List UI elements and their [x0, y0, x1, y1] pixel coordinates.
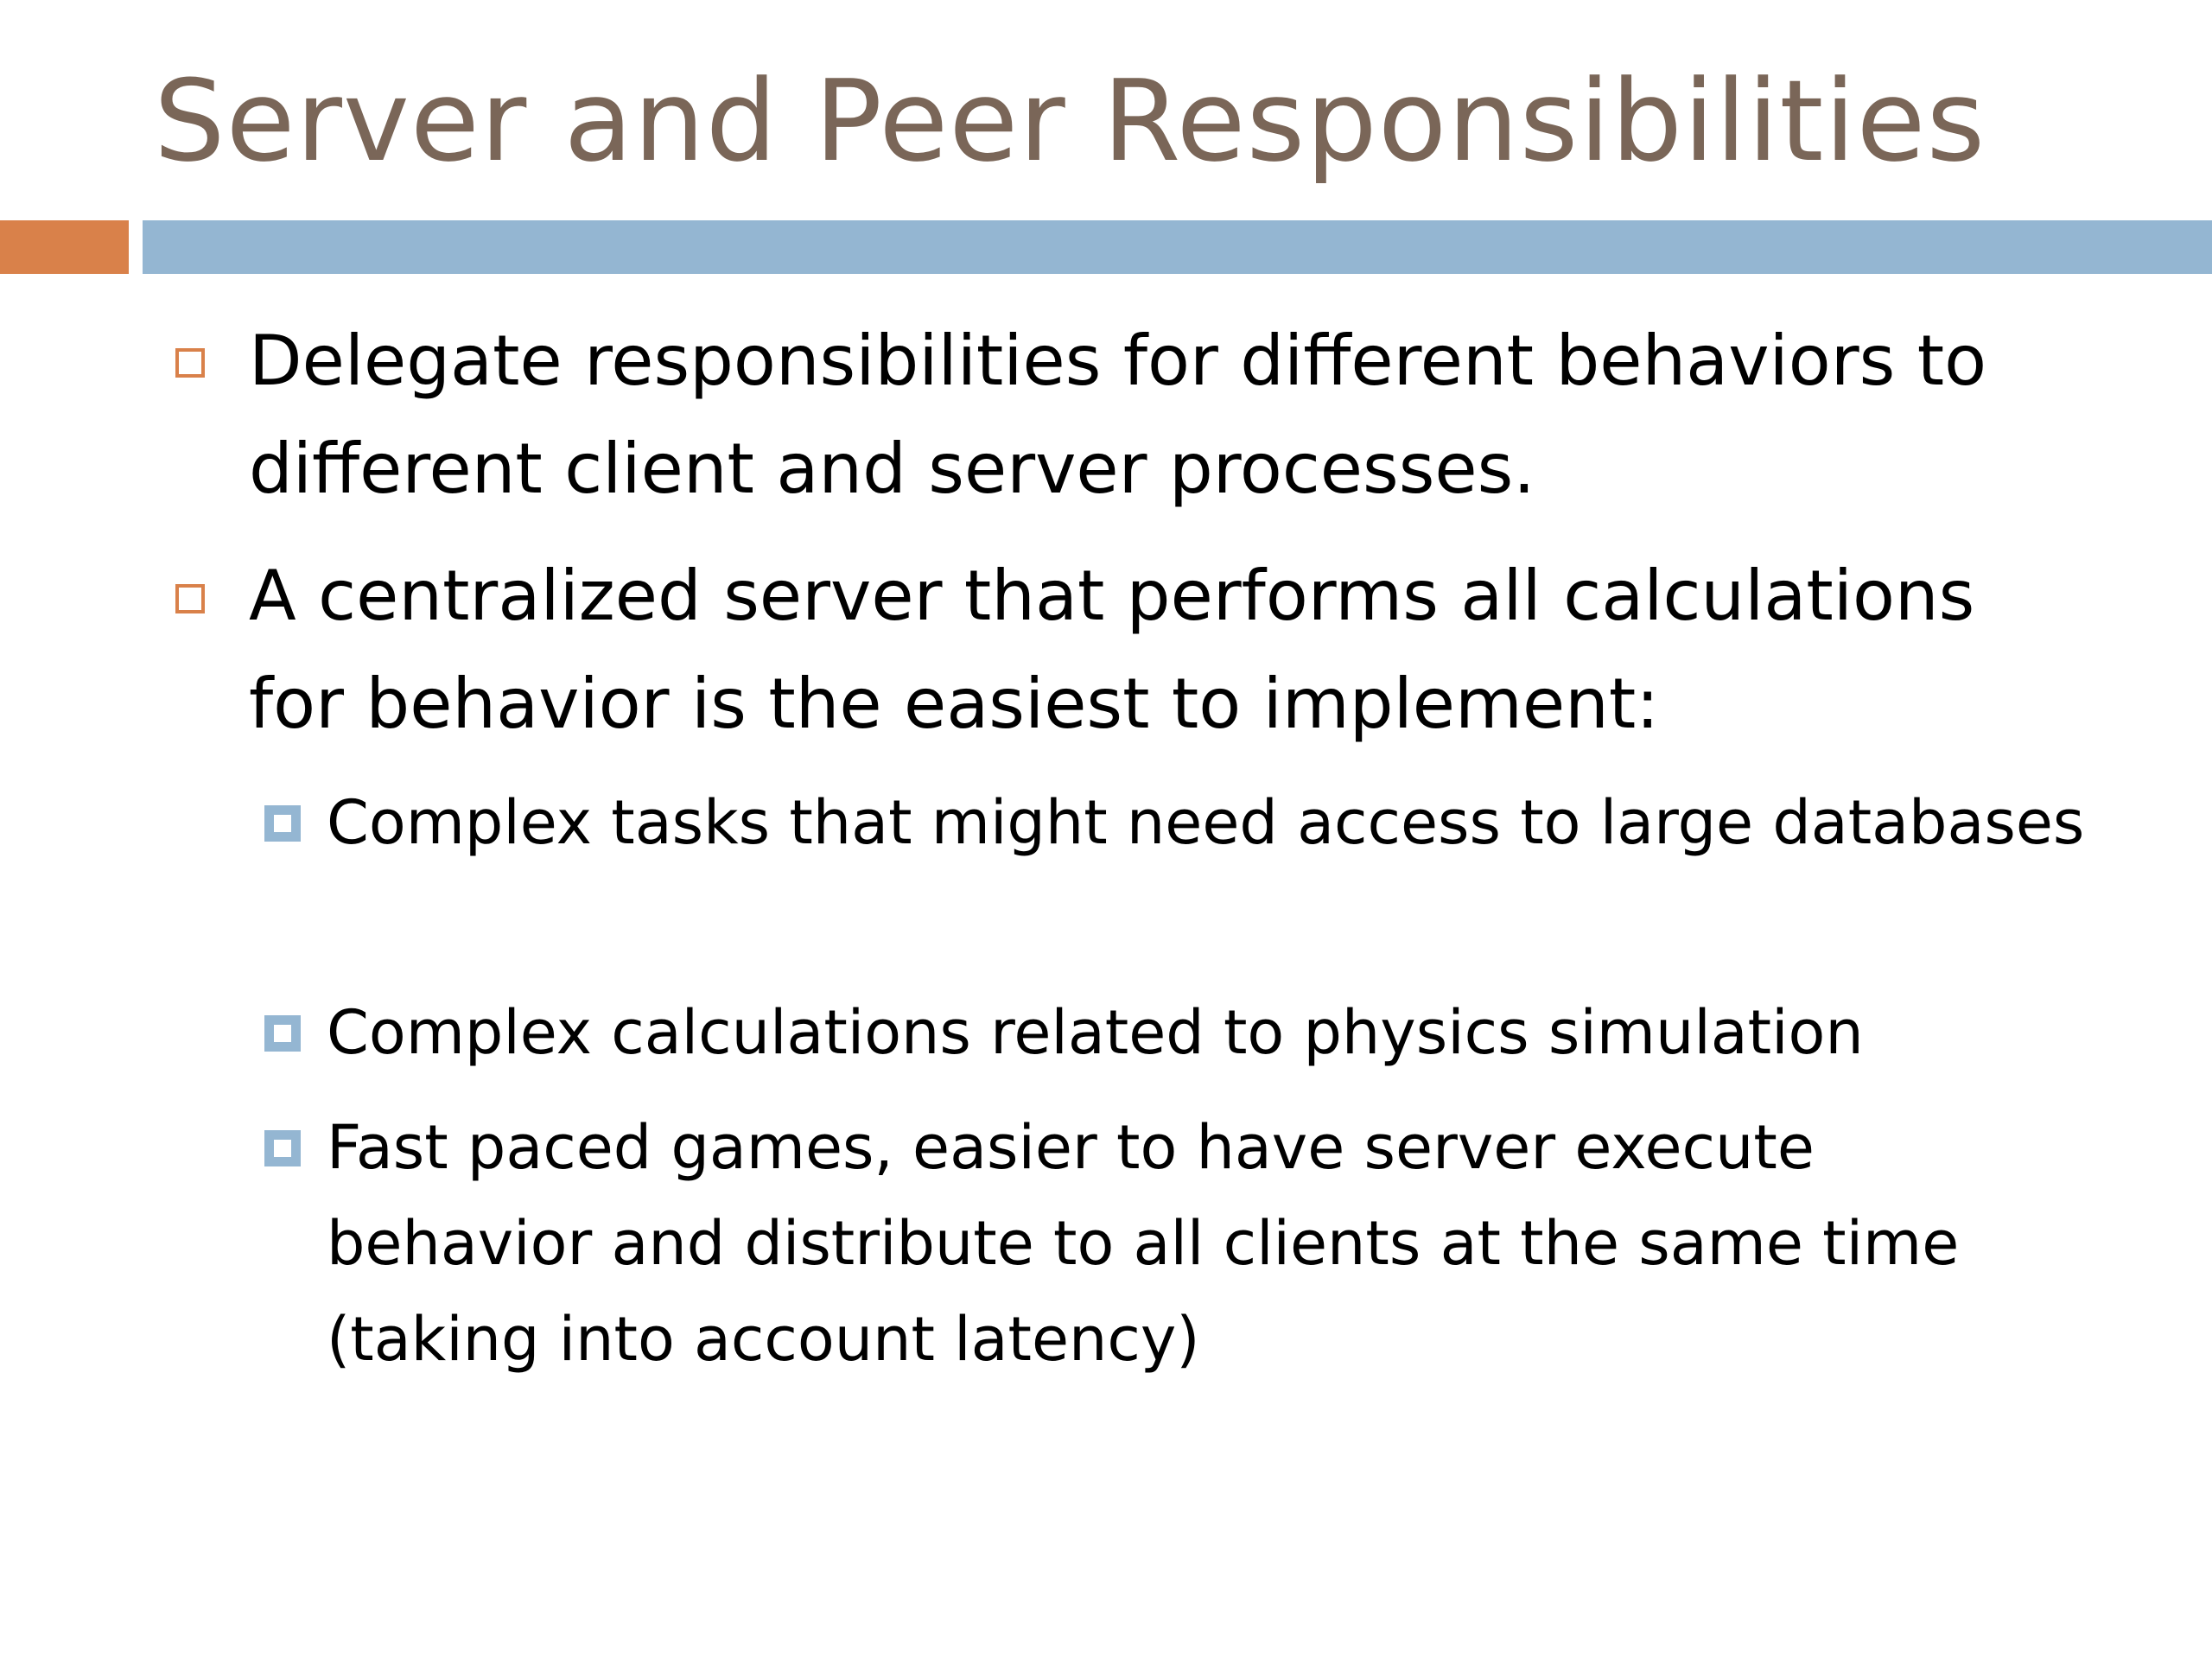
filled-border-square-icon [264, 1015, 301, 1052]
hollow-square-icon [175, 348, 205, 378]
accent-bar-blue [143, 220, 2212, 274]
bullet-item-1: Delegate responsibilities for different behaviors to different client and server processes. [249, 321, 1987, 509]
sub-bullet-item-1: Complex tasks that might need access to large databases [327, 787, 2085, 858]
accent-bar-orange [0, 220, 129, 274]
hollow-square-icon [175, 584, 205, 613]
filled-border-square-icon [264, 1130, 301, 1166]
filled-border-square-icon [264, 805, 301, 842]
slide-title: Server and Peer Responsibilities [154, 55, 1986, 187]
bullet-item-2: A centralized server that performs all calculations for behavior is the easiest to implement: [249, 556, 1975, 744]
sub-bullet-item-3: Fast paced games, easier to have server execute behavior and distribute to all clients at the same time (taking into account latency) [327, 1112, 1960, 1375]
sub-bullet-item-2: Complex calculations related to physics simulation [327, 997, 1864, 1068]
